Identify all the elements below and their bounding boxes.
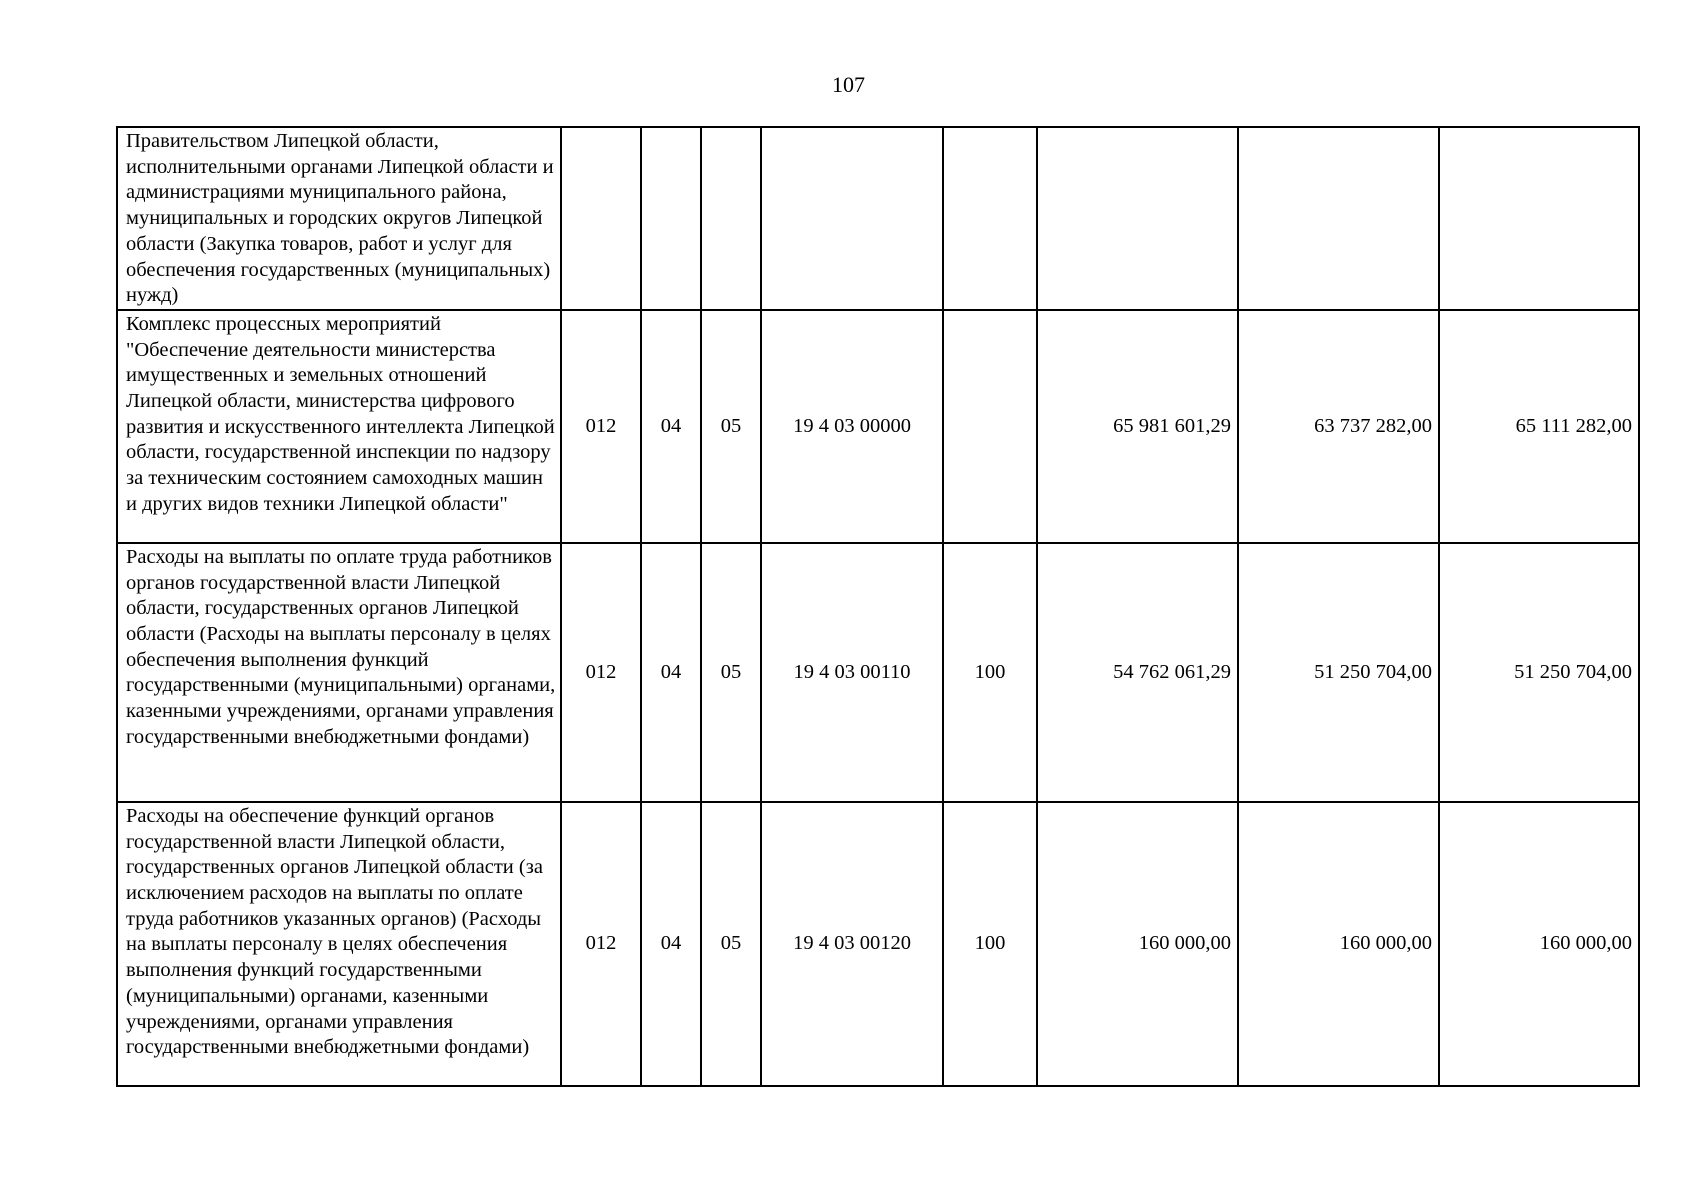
subsection-code xyxy=(701,127,761,310)
table-row xyxy=(117,802,1639,1086)
ministry-code: 012 xyxy=(561,802,641,1086)
table-row xyxy=(117,310,1639,543)
expense-type-code: 100 xyxy=(943,802,1037,1086)
target-article-code: 19 4 03 00110 xyxy=(761,543,943,802)
row-name: Расходы на обеспечение функций органов государственной власти Липецкой области, государственных органов Липецкой области (за исключением расходов на выплаты по оплате труда работников указанных органов) (Расходы на выплаты персоналу в целях обеспечения выполнения функций государственными (муниципальными) органами, казенными учреждениями, органами управления государственными внебюджетными фондами) xyxy=(117,802,561,1086)
amount-year-2: 160 000,00 xyxy=(1238,802,1439,1086)
target-article-code: 19 4 03 00000 xyxy=(761,310,943,543)
amount-year-2 xyxy=(1238,127,1439,310)
amount-year-3 xyxy=(1439,127,1639,310)
section-code: 04 xyxy=(641,543,701,802)
ministry-code xyxy=(561,127,641,310)
row-name: Расходы на выплаты по оплате труда работников органов государственной власти Липецкой области, государственных органов Липецкой области (Расходы на выплаты персоналу в целях обеспечения выполнения функций государственными (муниципальными) органами, казенными учреждениями, органами управления государственными внебюджетными фондами) xyxy=(117,543,561,802)
amount-year-3: 65 111 282,00 xyxy=(1439,310,1639,543)
amount-year-2: 63 737 282,00 xyxy=(1238,310,1439,543)
ministry-code: 012 xyxy=(561,310,641,543)
section-code xyxy=(641,127,701,310)
subsection-code: 05 xyxy=(701,310,761,543)
table-row xyxy=(117,127,1639,310)
expense-type-code xyxy=(943,310,1037,543)
amount-year-2: 51 250 704,00 xyxy=(1238,543,1439,802)
expense-type-code: 100 xyxy=(943,543,1037,802)
section-code: 04 xyxy=(641,310,701,543)
subsection-code: 05 xyxy=(701,802,761,1086)
amount-year-3: 51 250 704,00 xyxy=(1439,543,1639,802)
expense-type-code xyxy=(943,127,1037,310)
subsection-code: 05 xyxy=(701,543,761,802)
amount-year-1: 54 762 061,29 xyxy=(1037,543,1238,802)
page-number: 107 xyxy=(832,72,865,97)
amount-year-1 xyxy=(1037,127,1238,310)
amount-year-1: 160 000,00 xyxy=(1037,802,1238,1086)
target-article-code: 19 4 03 00120 xyxy=(761,802,943,1086)
row-name: Комплекс процессных мероприятий "Обеспечение деятельности министерства имущественных и земельных отношений Липецкой области, министерства цифрового развития и искусственного интеллекта Липецкой области, государственной инспекции по надзору за техническим состоянием самоходных машин и других видов техники Липецкой области" xyxy=(117,310,561,543)
amount-year-3: 160 000,00 xyxy=(1439,802,1639,1086)
target-article-code xyxy=(761,127,943,310)
amount-year-1: 65 981 601,29 xyxy=(1037,310,1238,543)
row-name: Правительством Липецкой области, исполнительными органами Липецкой области и администрациями муниципального района, муниципальных и городских округов Липецкой области (Закупка товаров, работ и услуг для обеспечения государственных (муниципальных) нужд) xyxy=(117,127,561,310)
budget-table xyxy=(116,126,1640,1087)
table-row xyxy=(117,543,1639,802)
ministry-code: 012 xyxy=(561,543,641,802)
section-code: 04 xyxy=(641,802,701,1086)
